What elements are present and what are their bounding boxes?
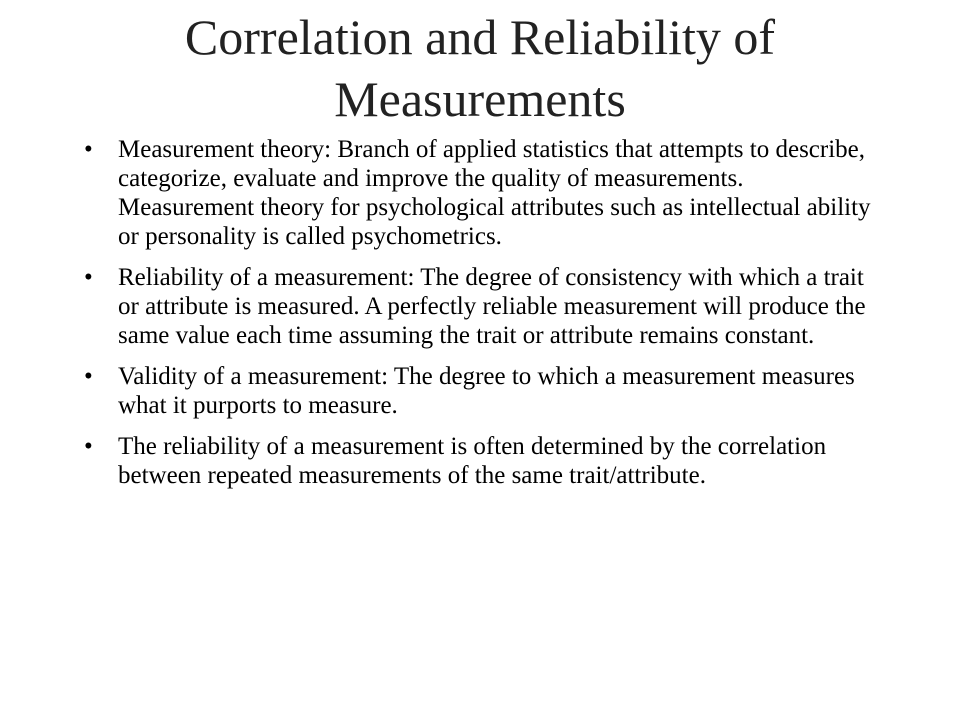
bullet-dot-icon: •	[84, 433, 93, 460]
bullet-dot-icon: •	[84, 363, 93, 390]
bullet-item	[80, 432, 880, 490]
bullet-text: Measurement theory: Branch of applied statistics that attempts to describe, categorize, evaluate and improve the quality of measurements. Measurement theory for psychological attributes such as intellectual ability or personality is called psychometrics.	[118, 136, 871, 250]
bullet-text: The reliability of a measurement is often determined by the correlation between repeated measurements of the same trait/attribute.	[118, 433, 827, 489]
bullet-dot-icon: •	[84, 264, 93, 291]
bullet-text: Reliability of a measurement: The degree of consistency with which a trait or attribute is measured. A perfectly reliable measurement will produce the same value each time assuming the trait or attribute remains constant.	[118, 264, 866, 349]
bullet-item	[80, 135, 880, 251]
bullet-item	[80, 263, 880, 350]
bullet-item	[80, 362, 880, 420]
slide-title: Correlation and Reliability of Measurements	[184, 9, 776, 127]
bullet-text: Validity of a measurement: The degree to which a measurement measures what it purports to measure.	[118, 363, 855, 419]
bullet-list	[80, 135, 880, 502]
bullet-dot-icon: •	[84, 136, 93, 163]
